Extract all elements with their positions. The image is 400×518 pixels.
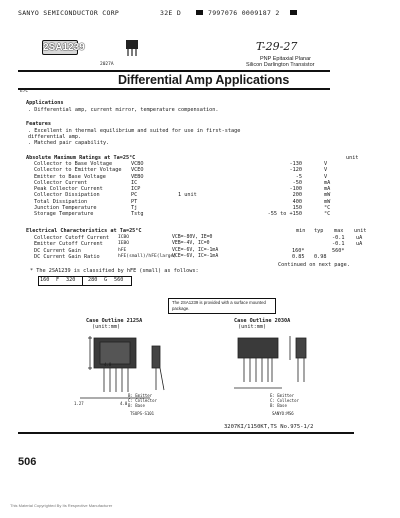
min-value: 160*	[292, 247, 305, 254]
unit: uA	[356, 241, 363, 248]
abs-max-params	[34, 161, 121, 218]
symbol: PC	[131, 192, 138, 199]
value: -130	[289, 161, 302, 167]
unit: V	[324, 161, 328, 167]
symbol: Tj	[131, 205, 138, 212]
symbol: VCEO	[131, 167, 144, 174]
case-left-dim-1: 4.8	[104, 362, 112, 367]
company-name: SANYO SEMICONDUCTOR CORP	[18, 9, 120, 17]
page-title: Differential Amp Applications	[118, 73, 290, 87]
symbol: ICBO	[118, 235, 130, 240]
pin-label: C: Collector	[270, 398, 299, 403]
condition: VCB=-80V, IE=0	[172, 235, 213, 240]
copyright-watermark: This Material Copyrighted By Its Respective Manufacturer	[10, 503, 113, 508]
package-note-line2: package.	[172, 306, 190, 311]
value: -55 to +150	[267, 211, 302, 218]
electrical-max	[332, 235, 345, 260]
value: 200	[292, 192, 302, 199]
product-type-line1: PNP Epitaxial Planar	[260, 56, 311, 62]
symbol: IEBO	[118, 241, 130, 247]
table-row: Collector Dissipation	[34, 192, 100, 199]
symbol: PT	[131, 198, 138, 205]
case-right-title: Case Outline 2030A	[234, 318, 291, 324]
max-value: 560*	[332, 247, 345, 254]
case-left-unit: (unit:mm)	[92, 324, 121, 330]
table-row: Collector to Base Voltage	[34, 161, 113, 167]
symbol: Tstg	[131, 211, 144, 218]
symbol: IC	[131, 179, 138, 186]
value: -5	[295, 173, 302, 180]
class-f-max: 320	[66, 277, 76, 283]
table-row: Collector Cutoff Current	[34, 235, 109, 241]
value: 150	[292, 205, 302, 212]
electrical-conditions	[172, 235, 218, 260]
applications-item: . Differential amp, current mirror, temperature compensation.	[28, 107, 219, 113]
value: -100	[289, 186, 302, 193]
table-row: Junction Temperature	[34, 205, 97, 212]
package-note-line1: The 2SA1239 is provided with a surface mounted	[172, 300, 266, 305]
case-left-dim-3: 4.0	[120, 401, 128, 406]
electrical-min	[292, 235, 305, 260]
condition: 1 unit	[178, 192, 197, 199]
col-header-typ: typ	[314, 228, 324, 234]
features-item-1: . Excellent in thermal equilibrium and suited for use in first-stage	[28, 128, 241, 134]
electrical-params	[34, 235, 109, 260]
unit: V	[324, 173, 328, 180]
abs-max-units	[324, 161, 330, 218]
case-left-title: Case Outline 2125A	[86, 318, 143, 324]
value: -120	[289, 167, 302, 174]
case-right-pins	[270, 393, 299, 408]
class-g-min: 280	[88, 277, 98, 283]
features-heading: Features	[26, 121, 51, 127]
class-g-grade: G	[104, 277, 108, 283]
max-value: -0.1	[332, 241, 345, 248]
unit: °C	[324, 205, 331, 212]
class-f-min: 160	[40, 277, 50, 283]
table-row: Total Dissipation	[34, 198, 88, 205]
col-header-min: min	[296, 228, 306, 234]
unit: mW	[324, 198, 331, 205]
condition: VEB=-4V, IC=0	[172, 241, 210, 247]
symbol: ICP	[131, 186, 141, 193]
abs-max-values	[258, 161, 302, 218]
table-row: Emitter to Base Voltage	[34, 173, 106, 180]
min-value: 0.85	[292, 253, 305, 260]
pin-label: B: Base	[270, 403, 287, 408]
continued-note: Continued on next page.	[278, 262, 350, 268]
pin-label: B: Emitter	[128, 393, 153, 398]
handwritten-code: T-29-27	[256, 40, 298, 53]
unit: V	[324, 167, 328, 174]
document-number: 7997076 0009187 2	[208, 9, 280, 17]
features-item-2: . Matched pair capability.	[28, 140, 110, 146]
unit: uA	[356, 235, 363, 241]
abs-max-unit-header: unit	[346, 155, 359, 161]
col-header-max: max	[334, 228, 344, 234]
symbol: VEBO	[131, 173, 144, 180]
title-top-rule	[18, 70, 330, 72]
value: -50	[292, 179, 302, 186]
abs-max-heading: Absolute Maximum Ratings at Ta=25°C	[26, 155, 136, 161]
unit: mA	[324, 186, 331, 193]
symbol: hFE	[118, 247, 127, 253]
value: 400	[292, 198, 302, 205]
condition	[178, 211, 197, 217]
table-row: Collector Current	[34, 179, 88, 186]
symbol: hFE(small)/hFE(large)	[118, 253, 177, 259]
case-left-pins	[128, 393, 157, 408]
transistor-package-icon	[122, 38, 144, 58]
pin-label: C: Collector	[128, 398, 157, 403]
footer-code: 3207KI/1150KT,TS No.975-1/2	[224, 424, 314, 430]
abs-max-conditions	[178, 161, 197, 218]
pin-label: B: Base	[128, 403, 145, 408]
electrical-symbols	[118, 235, 176, 260]
title-bottom-rule	[18, 88, 330, 90]
table-row: Emitter Cutoff Current	[34, 241, 103, 248]
product-type-line2: Silicon Darlington Transistor	[246, 62, 315, 68]
table-row: DC Current Gain	[34, 247, 81, 254]
footer-rule	[18, 432, 354, 434]
class-g-max: 560	[114, 277, 124, 283]
header-block-mark-2	[290, 10, 297, 15]
case-left-dim-2: 1.27	[74, 401, 84, 406]
unit: mA	[324, 179, 331, 186]
class-divider	[82, 276, 83, 286]
pin-label: E: Emitter	[270, 393, 295, 398]
abs-max-symbols	[131, 161, 144, 218]
electrical-heading: Electrical Characteristics at Ta=25°C	[26, 228, 142, 234]
ref-mark: E7C	[20, 89, 29, 94]
table-row: DC Current Gain Ratio	[34, 253, 100, 260]
class-f-grade: F	[56, 277, 60, 283]
table-row: Peak Collector Current	[34, 186, 103, 193]
col-header-unit: unit	[354, 228, 367, 234]
symbol: VCBO	[131, 161, 144, 167]
part-number-box: 2SA1239	[43, 42, 85, 53]
page-number: 506	[18, 456, 37, 468]
classification-note: * The 2SA1239 is classified by hFE (small) as follows:	[30, 268, 199, 274]
max-value: -0.1	[332, 235, 345, 241]
case-right-foot: SANYO:MS6	[272, 411, 294, 416]
unit: mW	[324, 192, 331, 199]
header-block-mark	[196, 10, 203, 15]
condition: VCE=-6V, IC=-1mA	[172, 253, 219, 259]
applications-heading: Applications	[26, 100, 64, 106]
electrical-typ	[314, 235, 327, 260]
unit	[356, 254, 362, 260]
condition: VCE=-6V, IC=-1mA	[172, 247, 219, 253]
table-row: Collector to Emitter Voltage	[34, 167, 122, 174]
electrical-units	[356, 235, 362, 260]
case-left-foot: TSUPS-S101	[130, 411, 155, 416]
features-item-1-cont: differential amp.	[28, 134, 82, 140]
sub-part-number: 2027A	[100, 62, 114, 67]
max-value	[332, 254, 345, 260]
header-code: 32E D	[160, 9, 182, 17]
case-right-unit: (unit:mm)	[238, 324, 267, 330]
typ-value: 0.98	[314, 253, 327, 260]
table-row: Storage Temperature	[34, 211, 94, 218]
unit: °C	[324, 211, 331, 218]
